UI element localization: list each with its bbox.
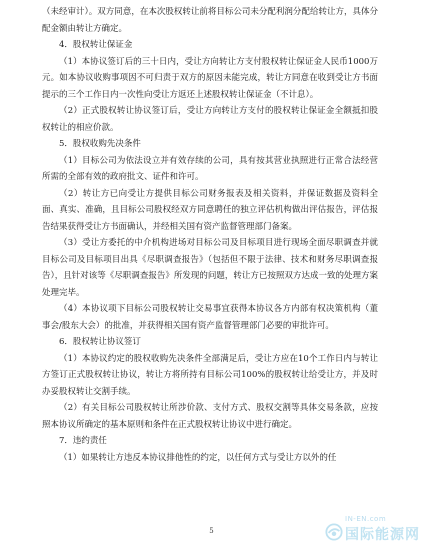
paragraph: （2）正式股权转让协议签订后，受让方向转让方支付的股权转让保证金全额抵扣股权转让的相应价款。 bbox=[42, 106, 378, 133]
paragraph: （1）本协议约定的股权收购先决条件全部满足后，受让方应在10个工作日内与转让方签订正式股权转让协议，转让方将所持有目标公司100%的股权转让给受让方，并及时办妥股权转让交割手续。 bbox=[42, 353, 378, 397]
watermark-name: 国际能源网 bbox=[345, 527, 420, 543]
paragraph: （3）受让方委托的中介机构进场对目标公司及目标项目进行现场全面尽职调查并就目标公司及目标项目出具《尽职调查报告》（包括但不限于法律、技术和财务尽职调查报告），且针对该等《尽职调查报告》所发现的问题，转让方已按照双方达成一致的处理方案处理完毕。 bbox=[42, 238, 378, 298]
document-body bbox=[42, 4, 378, 466]
paragraph: （2）转让方已向受让方提供目标公司财务报表及相关资料，并保证数据及资料全面、真实、准确，且目标公司股权经双方同意聘任的独立评估机构做出评估报告，评估报告结果获得受让方书面确认，并经相关国有资产监督管理部门备案。 bbox=[42, 188, 378, 232]
paragraph: （未经审计）。双方同意，在本次股权转让前将目标公司未分配利润分配给转让方，具体分配金额由转让方确定。 bbox=[42, 7, 378, 34]
section-heading: 6．股权转让协议签订 bbox=[59, 337, 141, 347]
paragraph: （4）本协议项下目标公司股权转让交易事宜获得本协议各方内部有权决策机构（董事会/股东大会）的批准，并获得相关国有资产监督管理部门必要的审批许可。 bbox=[42, 304, 378, 331]
page-number: 5 bbox=[209, 527, 214, 535]
section-heading: 7．违约责任 bbox=[59, 436, 107, 446]
paragraph: （2）有关目标公司股权转让所涉价款、支付方式、股权交割等具体交易条款，应按照本协议所确定的基本原则和条件在正式股权转让协议中进行确定。 bbox=[42, 403, 378, 430]
paragraph: （1）如果转让方违反本协议排他性的约定，以任何方式与受让方以外的任 bbox=[59, 452, 337, 463]
paragraph: （1）目标公司为依法设立并有效存续的公司，具有按其营业执照进行正常合法经营所需的全部有效的政府批文、证件和许可。 bbox=[42, 155, 378, 182]
section-heading: 4．股权转让保证金 bbox=[59, 40, 133, 50]
watermark-url: IN-EN.com bbox=[345, 515, 387, 523]
paragraph: （1）本协议签订后的三十日内，受让方向转让方支付股权转让保证金人民币1000万元。如本协议收购事项因不可归责于双方的原因未能完成，转让方同意在收到受让方书面提示的三个工作日内一次性向受让方返还上述股权转让保证金（不计息）。 bbox=[42, 56, 378, 100]
section-heading: 5．股权收购先决条件 bbox=[59, 139, 141, 149]
